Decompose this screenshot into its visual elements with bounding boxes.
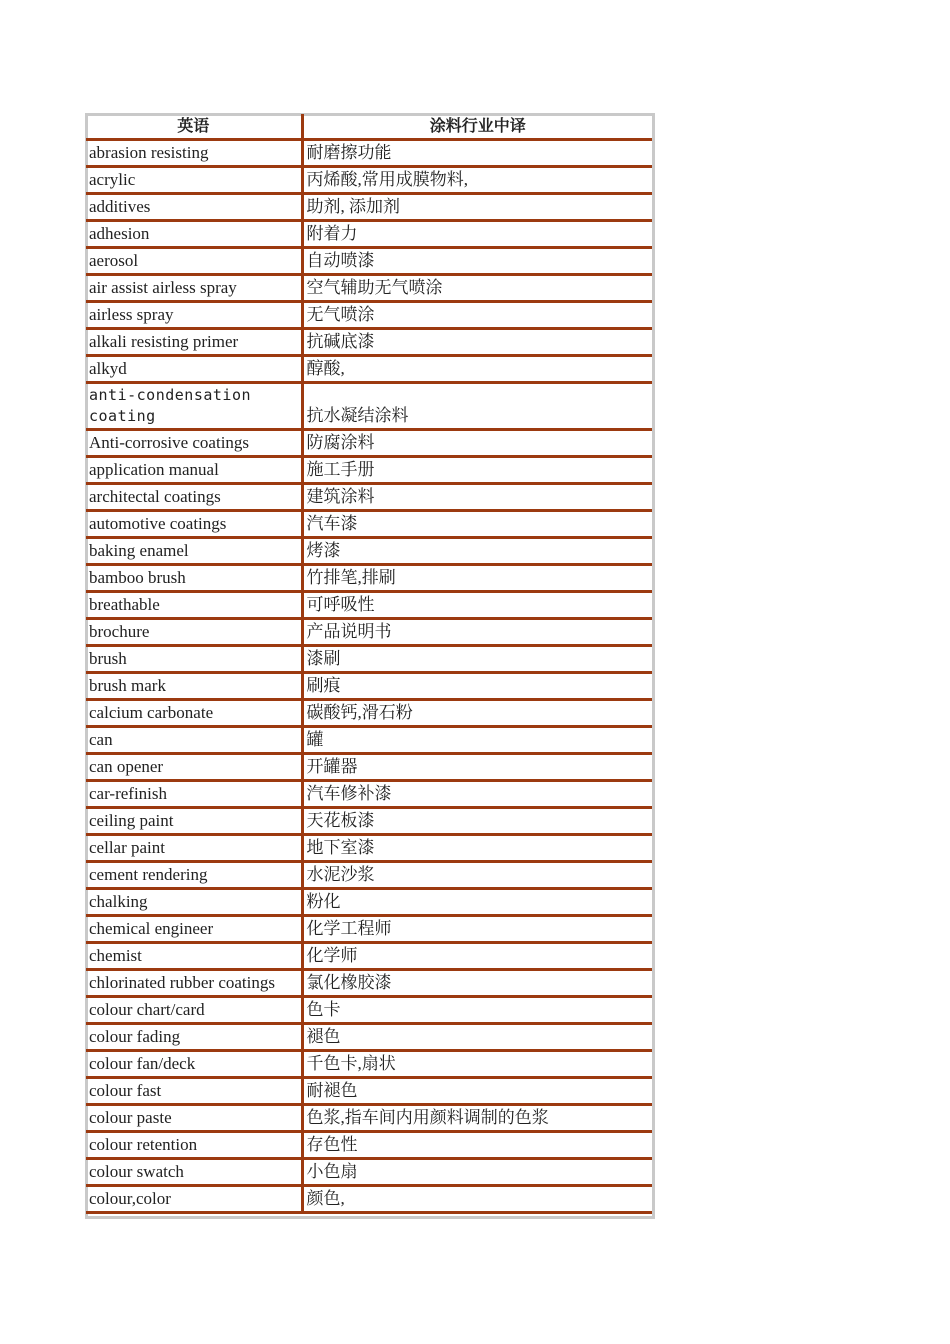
term-english: automotive coatings [86, 511, 302, 538]
term-chinese: 汽车漆 [302, 511, 652, 538]
term-english: Anti-corrosive coatings [86, 430, 302, 457]
term-chinese: 耐褪色 [302, 1078, 652, 1105]
table-row [86, 457, 652, 484]
table-row [86, 754, 652, 781]
term-english: air assist airless spray [86, 275, 302, 302]
table-row [86, 275, 652, 302]
term-chinese: 空气辅助无气喷涂 [302, 275, 652, 302]
term-chinese: 醇酸, [302, 356, 652, 383]
term-english: cement rendering [86, 862, 302, 889]
term-english: car-refinish [86, 781, 302, 808]
term-chinese: 施工手册 [302, 457, 652, 484]
term-english: baking enamel [86, 538, 302, 565]
term-english: cellar paint [86, 835, 302, 862]
term-english: colour paste [86, 1105, 302, 1132]
term-chinese: 竹排笔,排刷 [302, 565, 652, 592]
table-row [86, 673, 652, 700]
term-english: breathable [86, 592, 302, 619]
table-row [86, 356, 652, 383]
table-header-row [86, 114, 652, 140]
term-english: can opener [86, 754, 302, 781]
term-chinese: 漆刷 [302, 646, 652, 673]
term-chinese: 建筑涂料 [302, 484, 652, 511]
table-row [86, 727, 652, 754]
term-chinese: 色浆,指车间内用颜料调制的色浆 [302, 1105, 652, 1132]
term-english: colour,color [86, 1186, 302, 1213]
table-row [86, 302, 652, 329]
table-row [86, 329, 652, 356]
table-row [86, 511, 652, 538]
table-row [86, 943, 652, 970]
table-row [86, 646, 652, 673]
term-english: architectal coatings [86, 484, 302, 511]
term-chinese: 丙烯酸,常用成膜物料, [302, 167, 652, 194]
term-chinese: 耐磨擦功能 [302, 140, 652, 167]
term-chinese: 产品说明书 [302, 619, 652, 646]
term-chinese: 防腐涂料 [302, 430, 652, 457]
term-english: colour chart/card [86, 997, 302, 1024]
term-english: ceiling paint [86, 808, 302, 835]
term-english: alkyd [86, 356, 302, 383]
table-row [86, 619, 652, 646]
term-chinese: 自动喷漆 [302, 248, 652, 275]
term-chinese: 化学师 [302, 943, 652, 970]
header-english: 英语 [86, 114, 302, 140]
term-english: colour fan/deck [86, 1051, 302, 1078]
table-row [86, 248, 652, 275]
table-row [86, 430, 652, 457]
term-english: airless spray [86, 302, 302, 329]
term-chinese: 碳酸钙,滑石粉 [302, 700, 652, 727]
term-chinese: 刷痕 [302, 673, 652, 700]
table-row [86, 1159, 652, 1186]
table-row [86, 194, 652, 221]
term-english: colour swatch [86, 1159, 302, 1186]
term-chinese: 水泥沙浆 [302, 862, 652, 889]
term-english: aerosol [86, 248, 302, 275]
term-english: chemical engineer [86, 916, 302, 943]
table-row [86, 1051, 652, 1078]
term-english: calcium carbonate [86, 700, 302, 727]
term-chinese: 罐 [302, 727, 652, 754]
header-chinese: 涂料行业中译 [302, 114, 652, 140]
term-english: brush mark [86, 673, 302, 700]
table-row [86, 1024, 652, 1051]
term-english: additives [86, 194, 302, 221]
table-row [86, 221, 652, 248]
table-row [86, 781, 652, 808]
table-row [86, 592, 652, 619]
term-chinese: 天花板漆 [302, 808, 652, 835]
term-english: alkali resisting primer [86, 329, 302, 356]
term-chinese: 可呼吸性 [302, 592, 652, 619]
term-english: brochure [86, 619, 302, 646]
table-row [86, 1132, 652, 1159]
term-chinese: 粉化 [302, 889, 652, 916]
glossary-table [86, 114, 652, 1214]
term-english: acrylic [86, 167, 302, 194]
term-english: bamboo brush [86, 565, 302, 592]
term-english: anti-condensation coating [86, 383, 302, 430]
term-chinese: 小色扇 [302, 1159, 652, 1186]
term-chinese: 无气喷涂 [302, 302, 652, 329]
table-row [86, 997, 652, 1024]
term-chinese: 抗水凝结涂料 [302, 383, 652, 430]
table-row [86, 835, 652, 862]
term-english: application manual [86, 457, 302, 484]
term-english: colour fading [86, 1024, 302, 1051]
term-chinese: 抗碱底漆 [302, 329, 652, 356]
table-row [86, 862, 652, 889]
term-english: abrasion resisting [86, 140, 302, 167]
term-chinese: 助剂, 添加剂 [302, 194, 652, 221]
term-chinese: 褪色 [302, 1024, 652, 1051]
term-english: adhesion [86, 221, 302, 248]
term-chinese: 地下室漆 [302, 835, 652, 862]
table-row [86, 1186, 652, 1213]
table-row [86, 700, 652, 727]
term-chinese: 汽车修补漆 [302, 781, 652, 808]
table-row [86, 140, 652, 167]
term-chinese: 千色卡,扇状 [302, 1051, 652, 1078]
table-row [86, 167, 652, 194]
term-chinese: 存色性 [302, 1132, 652, 1159]
table-row [86, 808, 652, 835]
table-row [86, 970, 652, 997]
table-row [86, 565, 652, 592]
table-row [86, 889, 652, 916]
term-english: colour retention [86, 1132, 302, 1159]
table-row [86, 1078, 652, 1105]
term-chinese: 附着力 [302, 221, 652, 248]
table-row [86, 538, 652, 565]
term-chinese: 烤漆 [302, 538, 652, 565]
term-chinese: 氯化橡胶漆 [302, 970, 652, 997]
table-row [86, 383, 652, 430]
term-chinese: 颜色, [302, 1186, 652, 1213]
term-english: chlorinated rubber coatings [86, 970, 302, 997]
term-english: chemist [86, 943, 302, 970]
term-english: colour fast [86, 1078, 302, 1105]
table-row [86, 484, 652, 511]
term-chinese: 开罐器 [302, 754, 652, 781]
table-row [86, 916, 652, 943]
term-english: brush [86, 646, 302, 673]
term-chinese: 色卡 [302, 997, 652, 1024]
term-english: chalking [86, 889, 302, 916]
term-chinese: 化学工程师 [302, 916, 652, 943]
term-english: can [86, 727, 302, 754]
table-row [86, 1105, 652, 1132]
